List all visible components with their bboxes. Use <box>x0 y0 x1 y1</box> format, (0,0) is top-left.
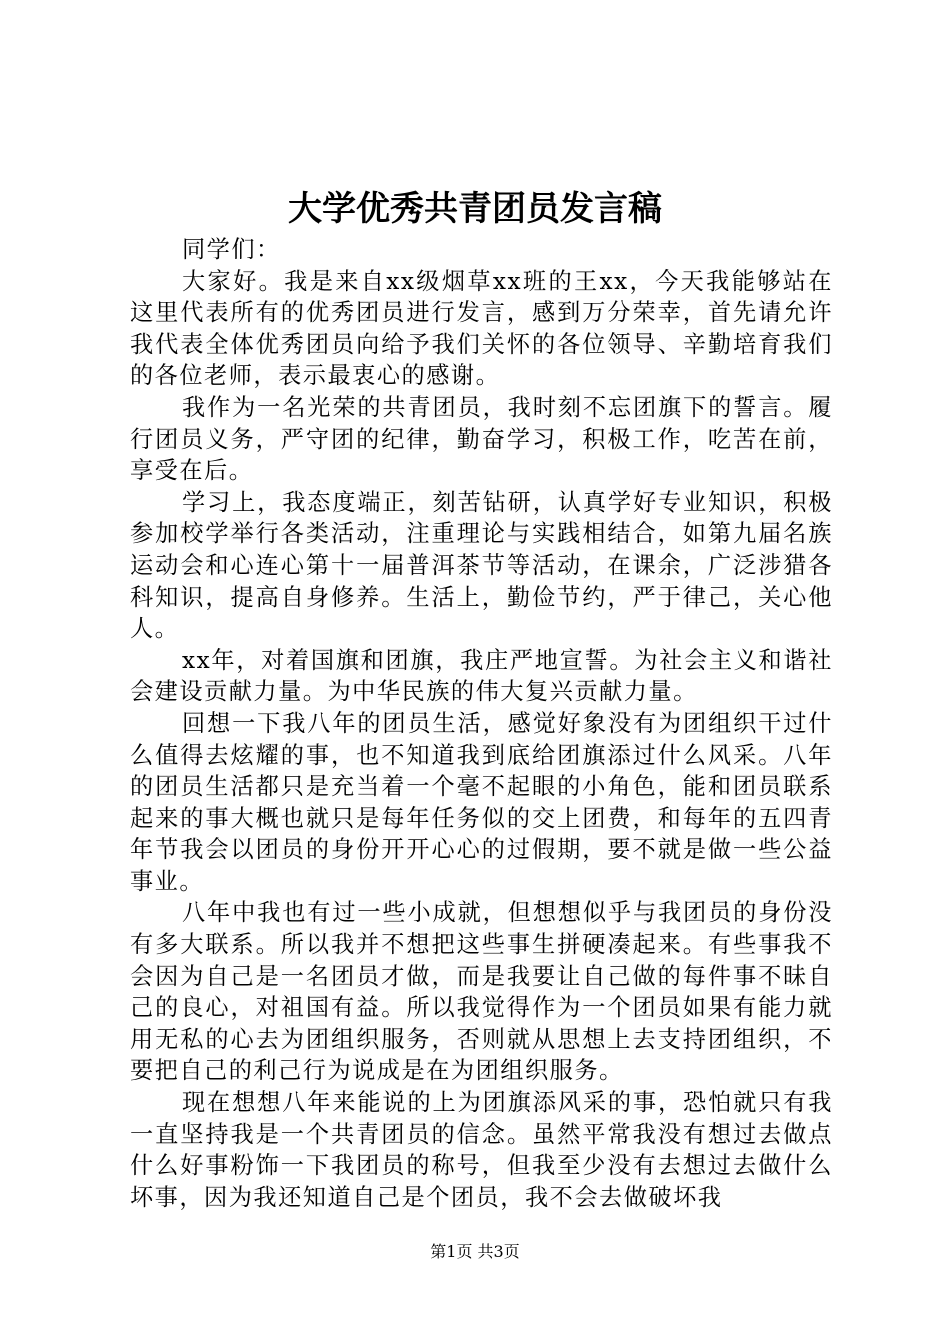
document-title: 大学优秀共青团员发言稿 <box>288 189 662 229</box>
paragraph-oath: 我作为一名光荣的共青团员，我时刻不忘团旗下的誓言。履行团员义务，严守团的纪律，勤奋学习，积极工作，吃苦在前，享受在后。 <box>130 393 833 485</box>
document-body <box>130 234 833 1213</box>
paragraph-belief: 现在想想八年来能说的上为团旗添风采的事，恐怕就只有我一直坚持我是一个共青团员的信念。虽然平常我没有想过去做点什么好事粉饰一下我团员的称号，但我至少没有去想过去做什么坏事，因为我还知道自己是个团员，我不会去做破坏我 <box>130 1089 833 1211</box>
paragraph-study: 学习上，我态度端正，刻苦钻研，认真学好专业知识，积极参加校学举行各类活动，注重理论与实践相结合，如第九届名族运动会和心连心第十一届普洱茶节等活动，在课余，广泛涉猎各科知识，提高自身修养。生活上，勤俭节约，严于律己，关心他人。 <box>130 488 833 643</box>
paragraph-greeting: 大家好。我是来自xx级烟草xx班的王xx，今天我能够站在这里代表所有的优秀团员进行发言，感到万分荣幸，首先请允许我代表全体优秀团员向给予我们关怀的各位领导、辛勤培育我们的各位老师，表示最衷心的感谢。 <box>130 267 833 390</box>
paragraph-recollection: 回想一下我八年的团员生活，感觉好象没有为团组织干过什么值得去炫耀的事，也不知道我到底给团旗添过什么风采。八年的团员生活都只是充当着一个毫不起眼的小角色，能和团员联系起来的事大概也就只是每年任务似的交上团费，和每年的五四青年节我会以团员的身份开开心心的过假期，要不就是做一些公益事业。 <box>130 709 833 895</box>
page-number-footer: 第1页 共3页 <box>430 1242 520 1261</box>
paragraph-achievements: 八年中我也有过一些小成就，但想想似乎与我团员的身份没有多大联系。所以我并不想把这些事生拼硬凑起来。有些事我不会因为自己是一名团员才做，而是我要让自己做的每件事不昧自己的良心，对祖国有益。所以我觉得作为一个团员如果有能力就用无私的心去为团组织服务，否则就从思想上去支持团组织，不要把自己的利己行为说成是在为团组织服务。 <box>130 899 833 1085</box>
salutation: 同学们： <box>182 236 281 263</box>
paragraph-pledge: xx年，对着国旗和团旗，我庄严地宣誓。为社会主义和谐社会建设贡献力量。为中华民族的伟大复兴贡献力量。 <box>130 646 833 706</box>
